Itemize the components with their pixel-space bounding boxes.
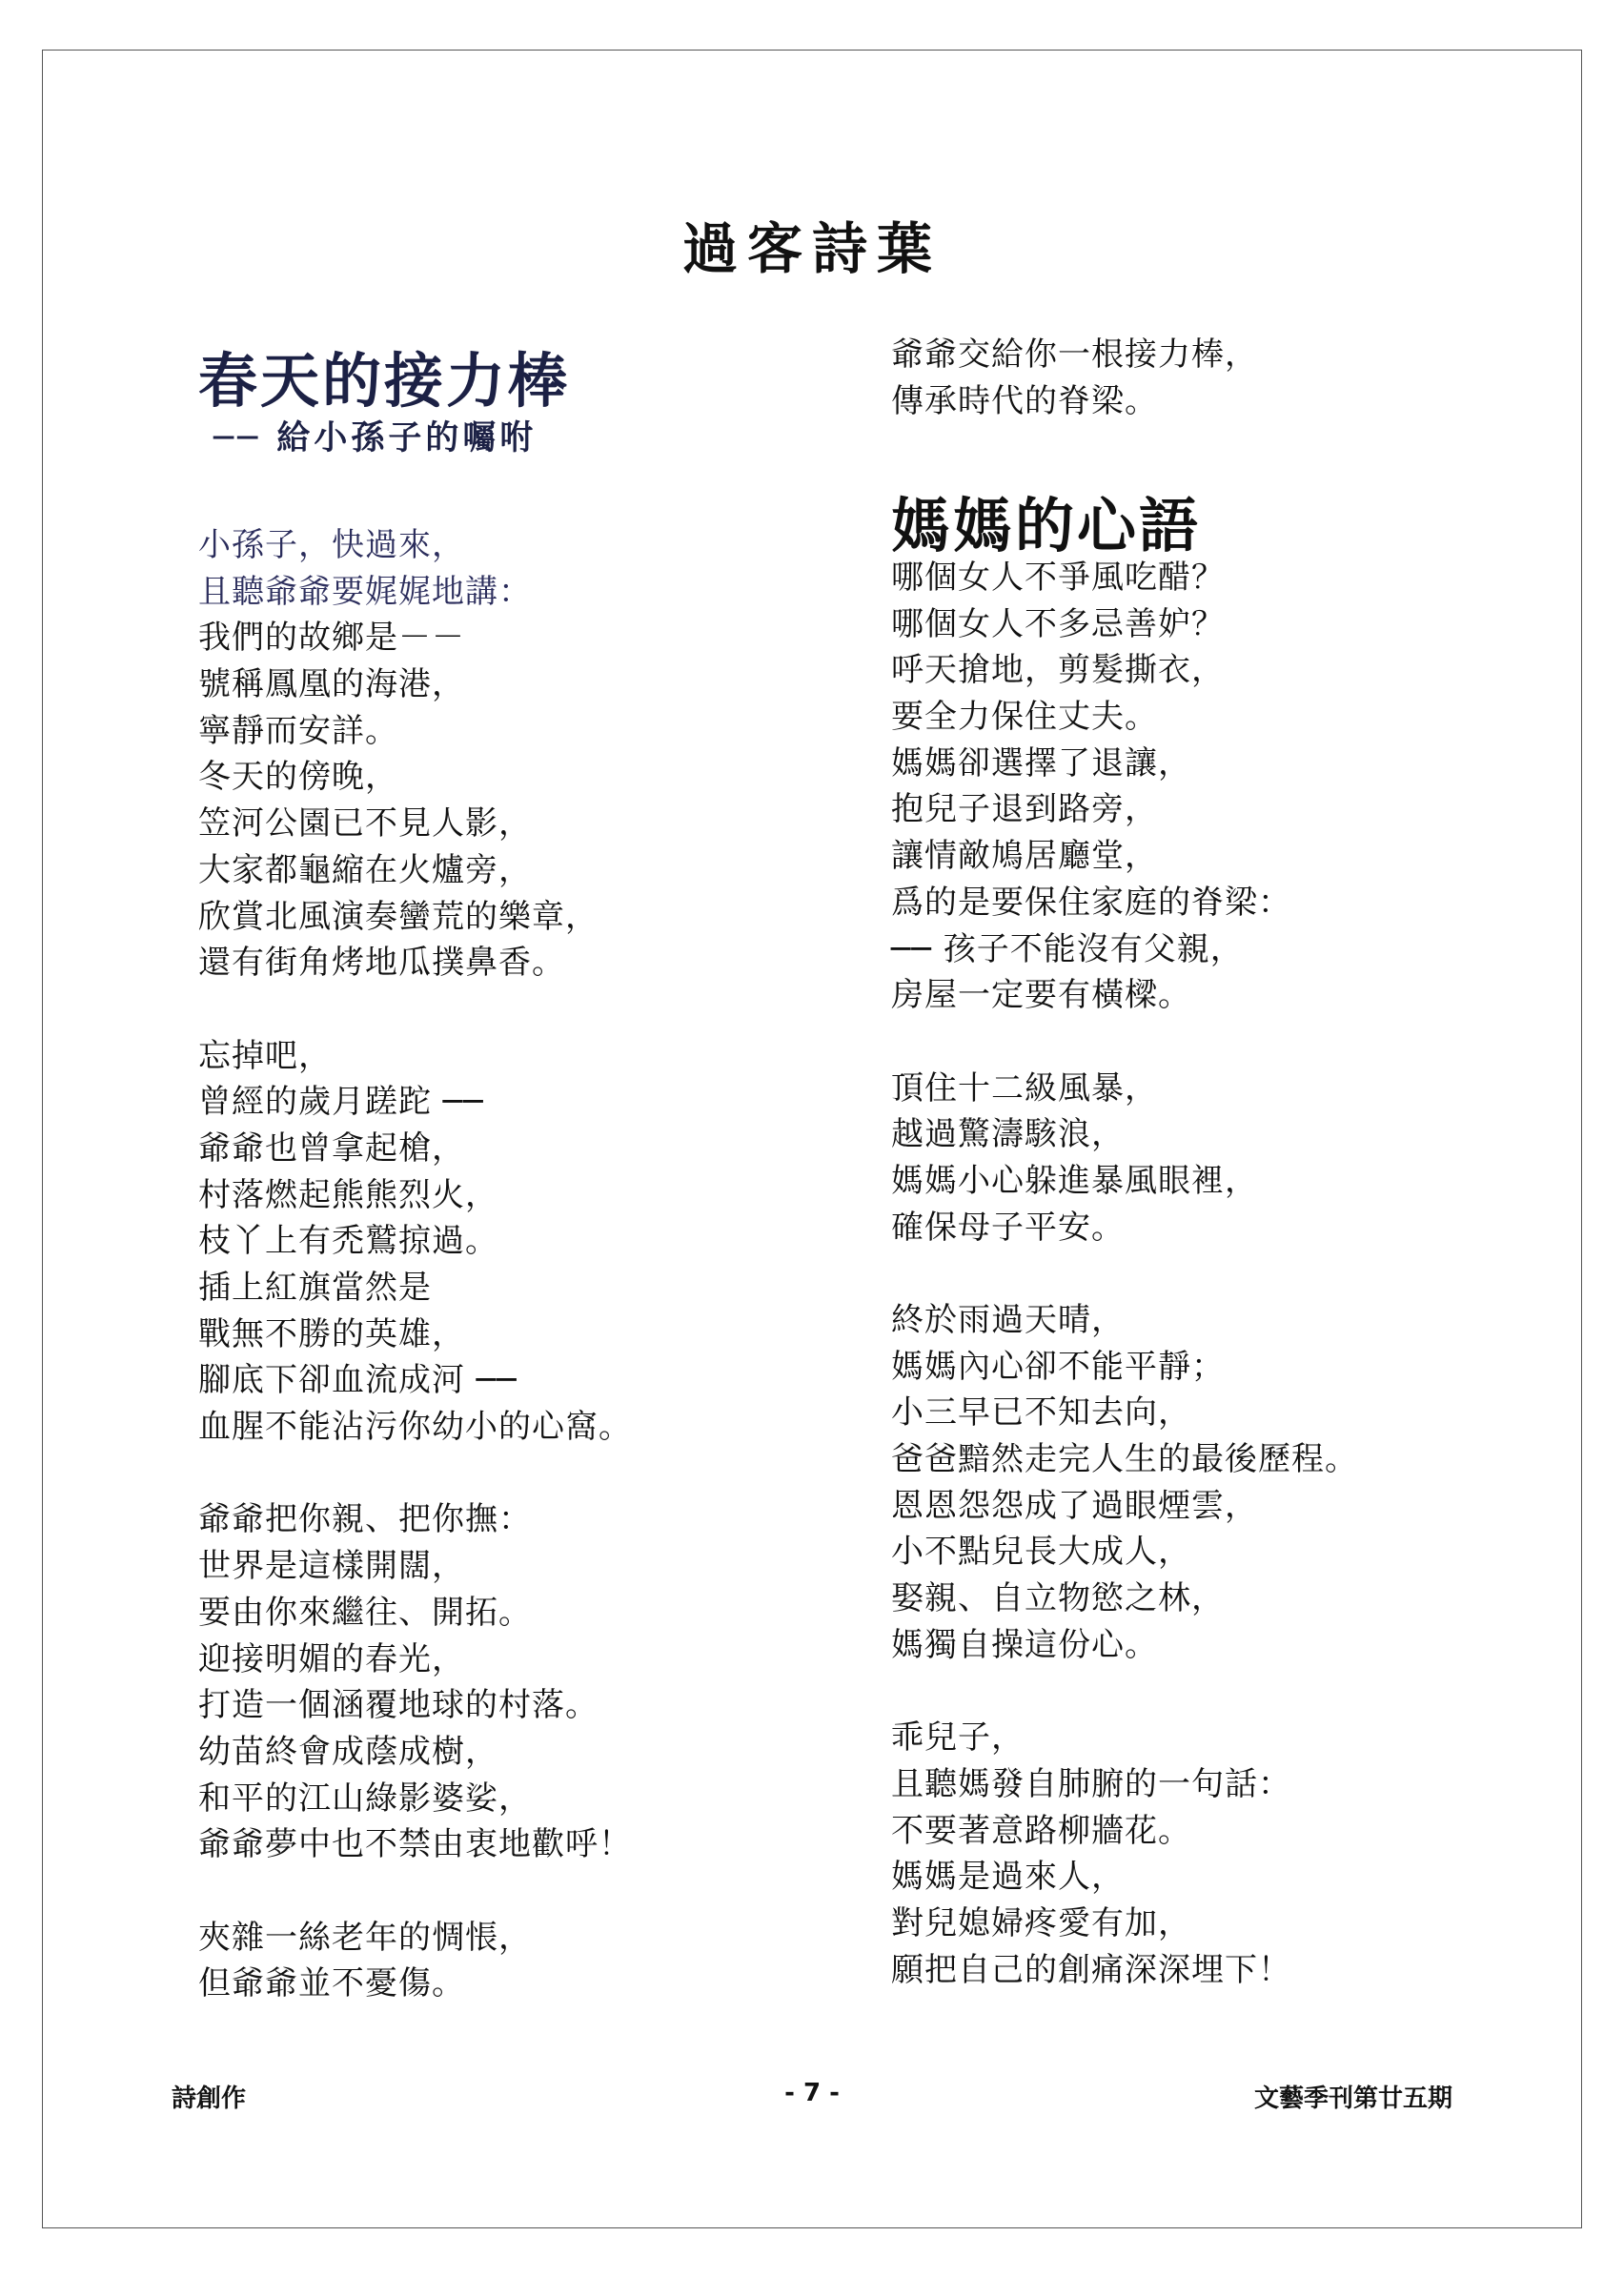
poem-line: 爺爺也曾拿起槍， bbox=[198, 1128, 465, 1168]
poem-line: 欣賞北風演奏蠻荒的樂章， bbox=[198, 897, 599, 936]
poem-line: 頂住十二級風暴， bbox=[891, 1068, 1158, 1108]
footer-page-number: - 7 - bbox=[784, 2079, 840, 2107]
poem1-stanza-3 bbox=[198, 1496, 632, 1868]
poem-line: 幼苗終會成蔭成樹， bbox=[198, 1732, 498, 1771]
poem2-stanza-4 bbox=[891, 1715, 1358, 1993]
poem-line: 確保母子平安。 bbox=[891, 1208, 1125, 1247]
poem-line: 笠河公園已不見人影， bbox=[198, 804, 532, 844]
footer-section-label: 詩創作 bbox=[172, 2084, 247, 2113]
poem-line: 不要著意路柳牆花。 bbox=[891, 1811, 1191, 1850]
poem-line: 讓情敵鳩居廳堂， bbox=[891, 837, 1158, 876]
poem-line: 媽媽小心躲進暴風眼裡， bbox=[891, 1161, 1258, 1200]
poem-line: 迎接明媚的春光， bbox=[198, 1639, 465, 1678]
poem-line: 呼天搶地，剪髮撕衣， bbox=[891, 651, 1225, 690]
poem-line: 腳底下卻血流成河 ── bbox=[198, 1361, 518, 1400]
poem-line: 村落燃起熊熊烈火， bbox=[198, 1175, 498, 1214]
poem2-stanza-1 bbox=[891, 555, 1358, 1019]
poem-line: 打造一個涵覆地球的村落。 bbox=[198, 1686, 599, 1725]
poem-line: 媽媽卻選擇了退讓， bbox=[891, 743, 1191, 783]
poem-line: 爸爸黯然走完人生的最後歷程。 bbox=[891, 1440, 1358, 1479]
poem-line: 終於雨過天晴， bbox=[891, 1301, 1125, 1339]
poem-line: 小三早已不知去向， bbox=[891, 1393, 1191, 1433]
poem-line: 爺爺夢中也不禁由衷地歡呼！ bbox=[198, 1825, 632, 1864]
poem1-title: 春天的接力棒 bbox=[198, 346, 571, 416]
poem-line: 媽媽是過來人， bbox=[891, 1858, 1125, 1897]
poem-line: 哪個女人不多忌善妒？ bbox=[891, 604, 1225, 643]
poem-line: 我們的故鄉是－－ bbox=[198, 619, 465, 658]
poem-line: 爺爺交給你一根接力棒， bbox=[891, 335, 1258, 374]
poem-line: 大家都龜縮在火爐旁， bbox=[198, 850, 532, 889]
poem-line: 戰無不勝的英雄， bbox=[198, 1314, 465, 1353]
poem-line: 對兒媳婦疼愛有加， bbox=[891, 1903, 1191, 1942]
poem1-stanza-2 bbox=[198, 1033, 632, 1451]
poem2-title: 媽媽的心語 bbox=[891, 491, 1202, 560]
poem-line: 曾經的歲月蹉跎 ── bbox=[198, 1083, 484, 1122]
poem-line: 血腥不能沾污你幼小的心窩。 bbox=[198, 1408, 632, 1447]
poem1-subtitle: ── 給小孫子的囑咐 bbox=[213, 418, 538, 457]
poem1-continuation bbox=[891, 332, 1258, 424]
poem-line: 爲的是要保住家庭的脊梁： bbox=[891, 883, 1291, 922]
poem1-stanza-1 bbox=[198, 615, 632, 986]
poem-line: 房屋一定要有橫樑。 bbox=[891, 976, 1191, 1015]
poem2-stanza-2 bbox=[891, 1066, 1358, 1251]
footer-publication: 文藝季刊第廿五期 bbox=[1253, 2084, 1452, 2113]
poem-line: 媽媽內心卻不能平靜； bbox=[891, 1347, 1225, 1386]
poem-line: 哪個女人不爭風吃醋？ bbox=[891, 559, 1225, 597]
poem2-stanza-3 bbox=[891, 1297, 1358, 1669]
poem-line: 恩恩怨怨成了過眼煙雲， bbox=[891, 1486, 1258, 1525]
poem-line: 且聽爺爺要娓娓地講： bbox=[198, 572, 532, 611]
poem-line: ── 孩子不能沒有父親， bbox=[891, 929, 1244, 968]
poem-line: 要由你來繼往、開拓。 bbox=[198, 1593, 532, 1632]
poem-line: 且聽媽發自肺腑的一句話： bbox=[891, 1764, 1291, 1803]
poem1-stanza-4 bbox=[198, 1915, 632, 2007]
poem-line: 乖兒子， bbox=[891, 1718, 1025, 1758]
poem-line: 夾雜一絲老年的惆悵， bbox=[198, 1918, 532, 1957]
poem-line: 寧靜而安詳。 bbox=[198, 711, 398, 750]
poem-line: 世界是這樣開闊， bbox=[198, 1547, 465, 1586]
poem-line: 要全力保住丈夫。 bbox=[891, 698, 1158, 737]
poem-line: 號稱鳳凰的海港， bbox=[198, 665, 465, 704]
poem-line: 娶親、自立物慾之林， bbox=[891, 1579, 1225, 1618]
poem-line: 忘掉吧， bbox=[198, 1036, 332, 1075]
page-heading: 過客詩葉 bbox=[681, 216, 942, 281]
poem-line: 小不點兒長大成人， bbox=[891, 1533, 1191, 1572]
poem-line: 但爺爺並不憂傷。 bbox=[198, 1964, 465, 2003]
poem-line: 冬天的傍晚， bbox=[198, 758, 398, 797]
poem-line: 願把自己的創痛深深埋下！ bbox=[891, 1950, 1291, 1989]
poem-line: 爺爺把你親、把你撫： bbox=[198, 1500, 532, 1539]
poem-line: 抱兒子退到路旁， bbox=[891, 790, 1158, 829]
poem2-body bbox=[891, 555, 1358, 1993]
poem-line: 枝丫上有禿鷲掠過。 bbox=[198, 1222, 498, 1261]
poem-line: 還有街角烤地瓜撲鼻香。 bbox=[198, 944, 565, 983]
poem1-body bbox=[198, 522, 632, 2007]
poem-line: 越過驚濤駭浪， bbox=[891, 1115, 1125, 1154]
poem-line: 和平的江山綠影婆娑， bbox=[198, 1779, 532, 1818]
poem-line: 插上紅旗當然是 bbox=[198, 1269, 432, 1307]
poem-line: 傳承時代的脊梁。 bbox=[891, 381, 1158, 420]
poem-line: 小孫子，快過來， bbox=[198, 526, 465, 564]
poem-line: 媽獨自操這份心。 bbox=[891, 1625, 1158, 1664]
